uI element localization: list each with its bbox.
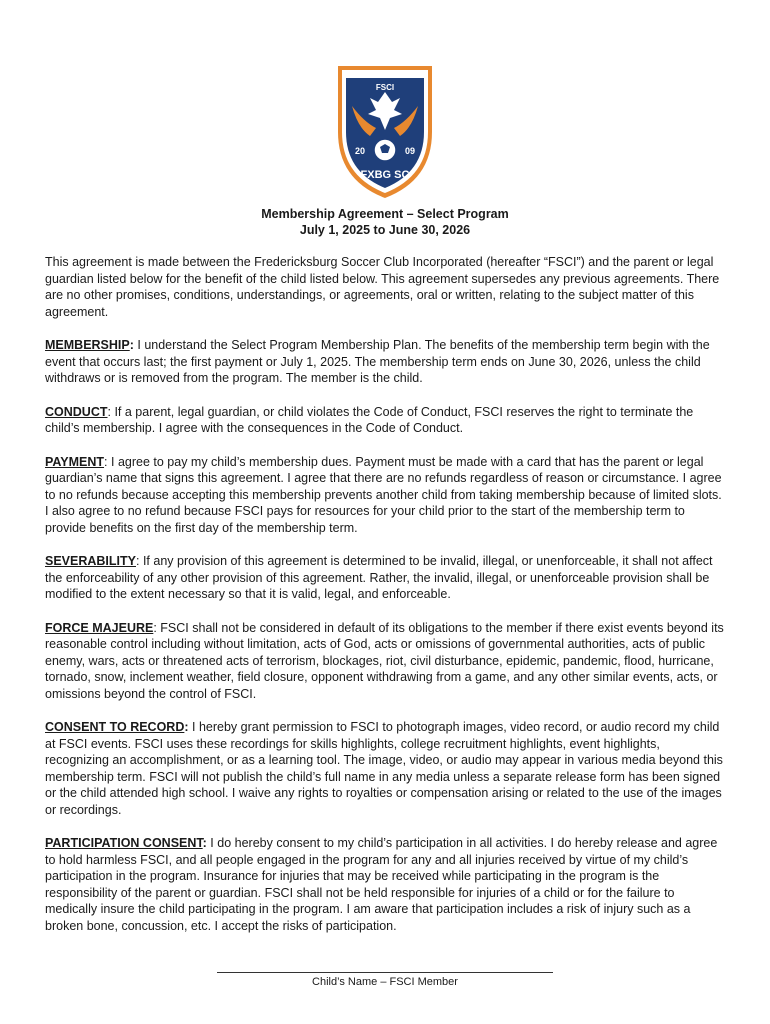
section-heading: CONSENT TO RECORD [45, 720, 185, 734]
section-participation-consent [45, 835, 727, 934]
section-separator: : [202, 836, 207, 850]
section-heading: CONDUCT [45, 404, 108, 419]
club-crest-icon [330, 62, 440, 202]
section-conduct [45, 404, 727, 437]
section-separator: : [136, 554, 140, 568]
logo-bottom-text: FXBG SC [360, 169, 410, 181]
section-body: I hereby grant permission to FSCI to photograph images, video record, or audio record my child at FSCI events. FSCI uses these recordings for skills highlights, college recruitment highlights, event highlights, recognizing an accomplishment, or as a learning tool. The image, video, or audio may appear in various media beyond this membership term. FSCI will not publish the child’s full name in any media unless a separate release form has been signed or the child attended high school. I waive any rights to royalties or compensation arising or related to the use of the images or recordings. [45, 720, 723, 817]
title-line-2: July 1, 2025 to June 30, 2026 [299, 223, 471, 237]
section-membership [45, 337, 727, 387]
section-body: I understand the Select Program Membership Plan. The benefits of the membership term begin with the event that occurs last; the first payment or July 1, 2025. The membership term ends on June 30, 2026, unless the child withdraws or is removed from the program. The member is the child. [45, 338, 710, 385]
section-body: I do hereby consent to my child’s participation in all activities. I do hereby release and agree to hold harmless FSCI, and all people engaged in the program for any and all injuries received by virtue of my child’s participation in the program. Insurance for injuries that may be received while participating in the program is the responsibility of the parent or guardian. FSCI shall not be held responsible for injuries of a child or for the failure to medically insure the child participating in the program. I am aware that participation includes a risk of injury such as a broken bone, concussion, etc. I accept the risks of participation. [45, 836, 718, 933]
section-body: I agree to pay my child’s membership dues. Payment must be made with a card that has the parent or legal guardian’s name that signs this agreement. I agree that there are no refunds regardless of reason or circumstance. I agree to no refunds because accepting this membership prevents another child from taking membership because of limited slots. I also agree to no refund because FSCI pays for resources for your child prior to the start of the membership term to provide benefits on the first day of the membership term. [45, 454, 722, 535]
intro-paragraph: This agreement is made between the Fredericksburg Soccer Club Incorporated (hereafter “FSCI”) and the parent or legal guardian listed below for the benefit of the child listed below. This agreement supersedes any previous agreements. There are no other promises, conditions, understandings, or agreements, oral or written, relating to the subject matter of this agreement. [45, 255, 720, 319]
section-separator: : [153, 620, 157, 635]
agreement-body [45, 254, 727, 951]
club-logo [330, 62, 440, 202]
section-heading: PARTICIPATION CONSENT [45, 836, 203, 850]
section-separator: : [184, 720, 189, 734]
section-consent-to-record [45, 719, 727, 818]
section-separator: : [107, 404, 111, 419]
logo-top-text: FSCI [375, 83, 395, 92]
section-force-majeure [45, 620, 727, 703]
title-line-1: Membership Agreement – Select Program [261, 207, 509, 221]
section-heading: PAYMENT [45, 454, 105, 469]
section-heading: MEMBERSHIP [45, 338, 130, 352]
section-separator: : [129, 338, 134, 352]
signature-label: Child’s Name – FSCI Member [312, 976, 458, 988]
section-payment [45, 454, 727, 537]
section-heading: SEVERABILITY [45, 554, 136, 568]
section-heading: FORCE MAJEURE [45, 620, 154, 635]
section-body: If any provision of this agreement is determined to be invalid, illegal, or unenforceable, it shall not affect the enforceability of any other provision of this agreement. Rather, the invalid, illegal, or unenforceable provision shall be modified to the extent necessary so that it is valid, legal, and enforceable. [45, 554, 713, 601]
section-severability [45, 553, 727, 603]
signature-line[interactable] [217, 960, 553, 973]
signature-block [0, 960, 770, 989]
logo-year-left: 20 [354, 146, 366, 156]
section-body: If a parent, legal guardian, or child violates the Code of Conduct, FSCI reserves the right to terminate the child’s membership. I agree with the consequences in the Code of Conduct. [45, 404, 694, 435]
document-title [0, 206, 770, 238]
section-separator: : [104, 454, 108, 469]
logo-year-right: 09 [404, 146, 416, 156]
section-body: FSCI shall not be considered in default of its obligations to the member if there exist events beyond its reasonable control including without limitation, acts of God, acts or omissions of governmental authorities, acts of public enemy, wars, acts or threatened acts of terrorism, blockages, riot, civil disturbance, epidemic, pandemic, flood, hurricane, tornado, snow, inclement weather, field closure, opponent withdrawing from a game, and any other similar events, acts, or omissions beyond the control of FSCI. [45, 620, 724, 701]
